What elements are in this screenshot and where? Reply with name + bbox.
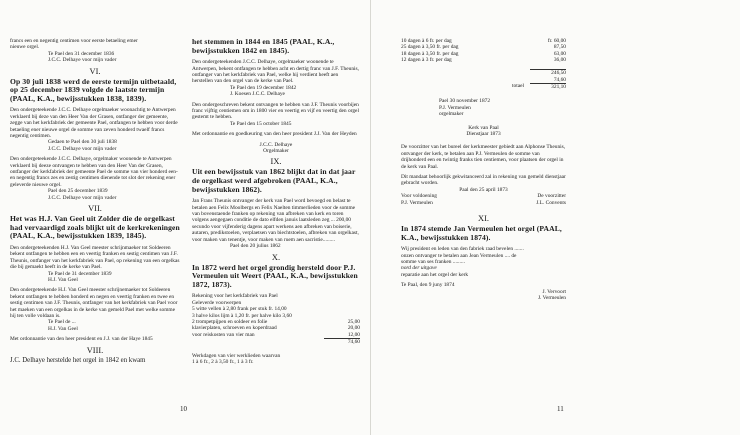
signature-line: J. Vervoort [542, 288, 566, 295]
work-text: 10 dagen à 6 fr. per dag [401, 38, 452, 44]
section-ix-body [192, 198, 360, 249]
left-page-col2 [192, 38, 360, 365]
signature-line: Orgelmaker [263, 148, 289, 155]
paragraph-line: nord der uitgave [401, 265, 437, 272]
section-heading-vii: Het was H.J. Van Geel uit Zolder die de orgelkast had vervaardigd zoals blijkt uit de kerkrekeningen (PAAL, K.A., bewijsstukken 1839, 1845). [10, 214, 180, 241]
signature-line: J.C.C. Delhaye voor mijn vader [48, 145, 117, 152]
item-text: 2 trompetpijpen en soldeer en folie [192, 318, 268, 325]
signer-right: De voorzitter [537, 193, 566, 200]
signature-line: J.C.C. Delhaye [259, 141, 293, 148]
right-page [370, 0, 740, 435]
table-row [401, 77, 566, 84]
total-label: totael [512, 83, 524, 90]
paragraph: Jan Frans Theunis ontvanger der kerk van Pael word bevoegd en belast te betalen aen Felix Moolbergs en Felix Naelten timmerlieden voor de somme van bovenstaende franken op rekening van afbreken van kerk en toren volgens aengegaen conditie de dato elfden januis laatsleden zeg ... 200,00 secundo voor vijfenderig dagens apart werkens aen afbreken van boiserie, autaren, predikstoelen, verplaetsen van biechtstoelen, afbreken van orgelkast, voor maken van tenentje, voor maken van ruem aen sacristie......... [192, 198, 359, 243]
section-heading-viii-cont: het stemmen in 1844 en 1845 (PAAL, K.A., bewijsstukken 1842 en 1845). [192, 37, 335, 55]
section-heading-xi: In 1874 stemde Jan Vermeulen het orgel (PAAL, K.A., bewijsstukken 1874). [401, 224, 562, 242]
signature-line: Te Pael den 15 october 1845 [230, 120, 292, 127]
signature-line: Te Pael de ... [48, 319, 76, 326]
work-amount: 63,00 [553, 50, 566, 57]
invoice-items [192, 306, 360, 345]
section-numeral-ix: IX. [270, 157, 282, 167]
signature-line: J. Koesen J.C.C. Delhaye [230, 91, 285, 98]
intro-line: nieuwe orgel. [10, 44, 40, 51]
section-xi-body [401, 246, 566, 301]
invoice-title: Rekening voor het kerkfabriek van Pael [192, 293, 278, 300]
item-text: 3 halve kilos lijm à 1,20 fr. per halve kilo 3,60 [192, 312, 292, 319]
paragraph: Den ondergeteekende H.J. Van Geel meester schrijnemaeker tot Soldeeren bekent ontfangen te hebben honderd en negen en veertig franken en twee en sestig centimen van J.F. Theunis, ontfanger van het kerkfabriek van Pael voor het maeken van een orgelkas in de kerke van gemeld Pael met welke somme hij ten volle voldaan is. [10, 287, 178, 319]
paragraph: Den ondergeteekenden J.C.C. Delhaye, orgelmaeker woonende te Antwerpen, bekent ontfangen te hebben acht en dertig franc van J.F. Theunis, ontfanger van het kerkfabriek van Pael, welke hij verdient heeft aen herstellen van den orgel van de kerke van Pael. [192, 59, 359, 85]
work-text: 18 dagen à 3,50 fr. per dag [401, 50, 459, 57]
signature-line: J.C.C. Delhaye voor mijn vader [48, 194, 117, 201]
table-row [401, 70, 566, 77]
table-row [401, 83, 566, 90]
signature-line: Pael den 25 december 1839 [48, 188, 108, 195]
paragraph: Den ondergeschreven bekent ontvangen te hebben van J.F. Theunis voorbijen franc vijftig centiemen om in 1800 vier en veertig en vijf en veertig den orgel gestemt te hebben. [192, 101, 359, 121]
work-amount: 87,50 [553, 44, 566, 51]
signer-left: Voor voldoening [401, 193, 437, 200]
intro-text [10, 38, 180, 64]
footer-line: 1 à 6 fr., 2 à 3,50 fr., 1 à 3 fr. [192, 358, 254, 365]
page-number-right: 11 [557, 405, 564, 413]
paragraph: Den ondergeteekenden H.J. Van Geel meester schrijnmaeker tot Soldeeren bekent ontfangen te hebben een en veertig franken en sestig centimen van J.F. Theunis, ontfanger van het kerkfabriek van Pael, op rekening van een orgelkas die bij gemaekt heeft in de kerke van Pael. [10, 244, 180, 271]
signature-line: H.J. Van Geel [48, 276, 78, 283]
signature-line: Kerk van Paal [468, 124, 499, 131]
signature-line: Pael 30 november 1872 [439, 98, 491, 105]
signature-line: Te Pael den 19 december 1842 [230, 84, 297, 91]
paragraph: De voorzitter van het bureel der kerkmeester gebiedt aan Alphonse Theunis, ontvanger der kerk, te betalen aan P.J. Vermeulen de somme van drijhonderd een en twintig franks tien centiemen, voor plaatsen der orgel in de kerk van Paal. [401, 144, 566, 170]
table-row [192, 332, 360, 339]
section-heading-x: In 1872 werd het orgel grondig hersteld door P.J. Vermeulen uit Weert (PAAL, K.A., bewijsstukken 1872, 1873). [192, 262, 358, 289]
item-text: 5 witte vellen à 2,80 frank per stuk fr. 14,00 [192, 306, 287, 313]
table-row [192, 339, 360, 346]
workdays-table [401, 38, 566, 90]
work-amount: fr. 60,00 [547, 38, 566, 44]
signature-line: Gedaen te Pael den 30 juli 1838 [48, 139, 117, 146]
item-amount: 12,00 [347, 331, 360, 338]
left-page-col1 [10, 38, 180, 365]
section-numeral-x: X. [271, 252, 281, 262]
paragraph: Dit mandaat behoorlijk gekwitanceerd zal in rekening van gemeld dienstjaar gebracht worden. [401, 174, 566, 187]
section-heading-ix: Uit een bewijsstuk van 1862 blijkt dat in dat jaar de orgelkast werd afgebroken (PAAL, K.A., bewijsstukken 1862). [192, 167, 356, 194]
signer-right: J.L. Convents [536, 199, 566, 206]
subtotal: 74,60 [553, 76, 566, 83]
item-amount: 25,00 [347, 318, 360, 325]
page-number-left: 10 [180, 405, 187, 413]
section-vii-body [10, 245, 180, 343]
section-numeral-viii: VIII. [86, 345, 104, 355]
signer-left: P.J. Vermeulen [401, 199, 433, 206]
paragraph: Den ondergeteekende J.C.C. Delhaye, orgelmaker woonende te Antwerpen verklaerd bij deeze ontvangen te hebben van den Heer Van der Grasen, ontfanger der kerkfabriek der gemeente Pael de somme van vier honderd een- en negentig francs zes en zestig centimen dienende tot slot der rekening ener geleverde nieuwe orgel. [10, 156, 178, 188]
signature-line: H.J. Van Geel [48, 325, 78, 332]
signature-line: J.C.C. Delhaye voor mijn vader [48, 57, 117, 64]
signature-line: P.J. Vermeulen [439, 104, 471, 111]
signature-line: J. Vermeulen [537, 295, 566, 302]
paragraph-line: somme van ses franken ......... [401, 259, 465, 266]
invoice-table [192, 293, 360, 365]
section-viii-body [192, 59, 360, 154]
signature-place: Te Paal, den 9 juny 1874 [401, 282, 455, 289]
ordinance-note: Met ordonnantie en goedkeuring van den heer president J.J. Van der Heyden [192, 131, 357, 138]
signature-line: Pael den 20 julius 1862 [230, 243, 281, 250]
work-text: 25 dagen à 3,50 fr. per dag [401, 44, 459, 51]
signature-line: Te Pael de 31 december 1839 [48, 270, 112, 277]
paragraph: Den ondergeteekende J.C.C. Delhaye orgelmaeker woonachtig te Antwerpen verklaerd bij deze van den Heer Van der Grasen, ontfanger der gemeente, zegge van het kerkfabriek der gemeente Pael, ontfangen te hebben voor derde betaeling ener nieuwe orgel de somme van zeven honderd twaelf francs negentig centimen. [10, 107, 178, 140]
section-numeral-xi: XI. [478, 214, 489, 224]
work-text: 12 dagen à 3 fr. per dag [401, 57, 452, 64]
signature-line: orgelmaker [439, 111, 464, 118]
invoice-subtitle: Geleverde voorwerpen [192, 299, 242, 306]
section-heading-vi: Op 30 juli 1838 werd de eerste termijn uitbetaald, op 25 december 1839 volgde de laatste termijn (PAAL, K.A., bewijsstukken 1838, 1839). [10, 76, 177, 103]
signature-line: Dienstjaar 1873 [466, 130, 501, 137]
signature-line: Paal den 25 april 1873 [459, 186, 508, 193]
item-text: klavierplaten, schroeven en koperdraad [192, 325, 277, 332]
section-numeral-vi: VI. [89, 66, 101, 76]
invoice-total: 74,60 [324, 339, 360, 346]
footer-line: Werkdagen van vier werklieden waarvan [192, 352, 281, 359]
right-page-col1 [401, 38, 566, 301]
section-vi-body [10, 107, 180, 201]
paragraph-line: reparatie aan het orgel der kerk [401, 271, 469, 278]
section-heading-viii: J.C. Delhaye herstelde het orgel in 1842 en kwam [10, 356, 146, 364]
signature-block [401, 98, 566, 206]
work-amount: 36,00 [553, 57, 566, 64]
item-amount: 20,00 [347, 325, 360, 332]
ordinance-note: Met ordonnantie van den heer president en J.J. van der Haye 1845 [10, 336, 153, 343]
grand-total: 321,10 [530, 83, 566, 90]
signers-table [401, 193, 566, 206]
section-numeral-vii: VII. [88, 204, 102, 214]
signature-line: Te Pael den 31 december 1836 [48, 50, 115, 57]
item-text: voor reiskosten van vier man [192, 331, 255, 338]
subtotal: 246,50 [530, 70, 566, 77]
paragraph-line: Wij president en leden van den fabriek raad bevelen ....... [401, 246, 524, 253]
paragraph-line: onzen ontvanger te betalen aan Jean Vermeulen .... de [401, 252, 517, 259]
intro-line: francs een en negentig centimen voor eerste betaeling emer [10, 38, 138, 44]
